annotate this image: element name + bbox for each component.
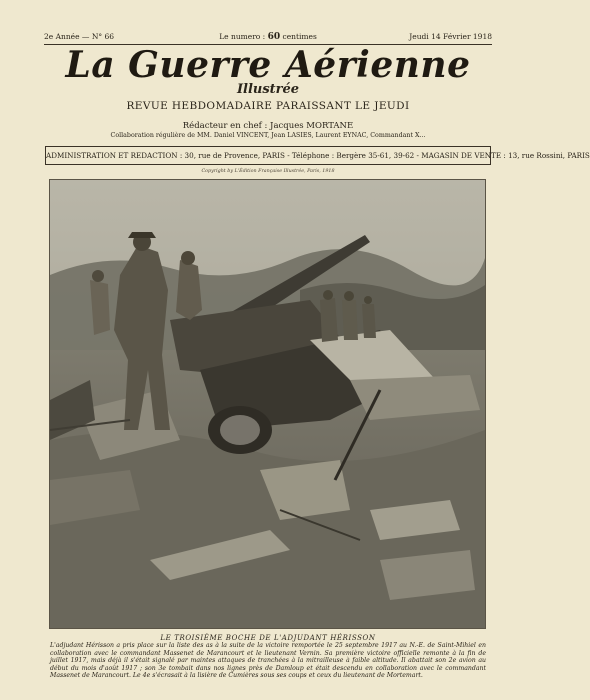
price-value: 60 xyxy=(267,32,281,42)
wreckage-photo-illustration xyxy=(50,180,485,628)
masthead-subtitle: Illustrée xyxy=(236,82,300,97)
caption-title: LE TROISIÈME BOCHE DE L'ADJUDANT HÉRISSON xyxy=(160,634,376,642)
editor-line: Rédacteur en chef : Jacques MORTANE xyxy=(182,121,354,131)
issue-number: 2e Année — N° 66 xyxy=(44,32,115,41)
issue-line xyxy=(44,30,492,44)
administration-box xyxy=(45,146,590,165)
masthead-title: La Guerre Aérienne xyxy=(65,44,471,86)
collaborators-line: Collaboration régulière de MM. Daniel VINCENT, Jean LASIES, Laurent EYNAC, Commandant X... xyxy=(110,132,426,139)
wreckage-photo xyxy=(49,179,486,629)
caption-text: L'adjudant Hérisson a pris place sur la liste des as à la suite de la victoire remportée le 25 septembre 1917 au N.-E. de Saint-Mihiel en collaboration avec le commandant Massenet de Marancourt et le lieutenant Vernin. Sa première victoire officielle remonte à la fin de juillet 1917, mais déjà il s'était signalé par maintes attaques de tranchées à la mitrailleuse à faible altitude. Il abattait son 2e avion au début du mois d'août 1917 ; son 3e tombait dans nos lignes près de Damloup et était descendu en collaboration avec le commandant Massenet de Marancourt. Le 4e s'écrasait à la lisière de Cumières sous ses coups et ceux du lieutenant de Mortemart. xyxy=(50,642,486,680)
administration-text: ADMINISTRATION ET REDACTION : 30, rue de Provence, PARIS - Téléphone : Bergère 35-61, 39-62 - MAGASIN DE VENTE : 13, rue Rossini, PARIS xyxy=(46,151,590,160)
price-unit: centimes xyxy=(282,32,317,41)
issue-date: Jeudi 14 Février 1918 xyxy=(409,32,492,41)
photo-copyright: Copyright by L'Édition Française Illustrée, Paris, 1918 xyxy=(201,169,335,174)
price-label: Le numero : xyxy=(219,32,266,41)
tagline: REVUE HEBDOMADAIRE PARAISSANT LE JEUDI xyxy=(126,100,410,112)
